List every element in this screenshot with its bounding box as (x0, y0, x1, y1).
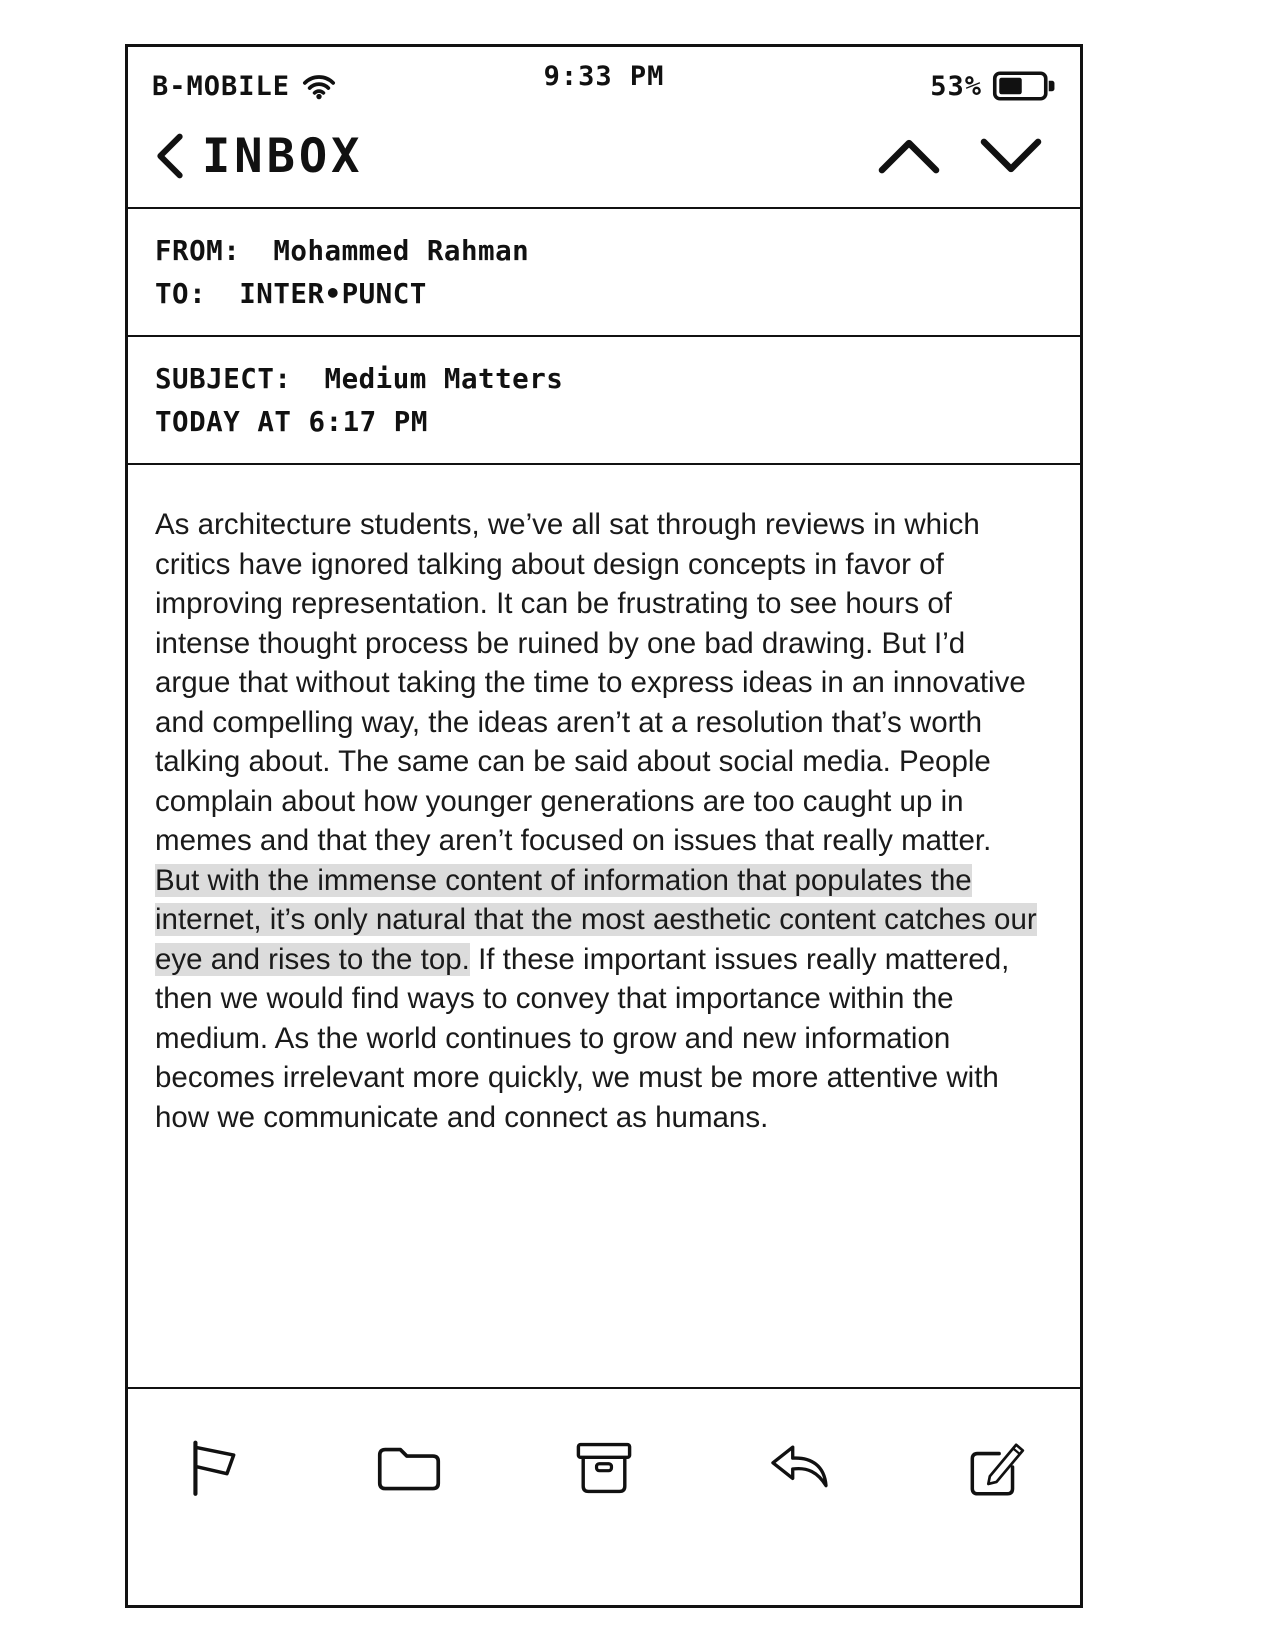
status-bar (128, 47, 1080, 111)
wifi-icon (302, 73, 336, 100)
chevron-up-icon (876, 136, 942, 176)
status-time: 9:33 PM (543, 61, 665, 92)
device-screen (125, 44, 1083, 1608)
inbox-header (128, 111, 1080, 207)
body-text-post: If these important issues really mattered, then we would find ways to convey that importance within the medium. As the world continues to grow and new information becomes irrelevant more quickly, we must be more attentive with how we communicate and connect as humans. (155, 942, 1010, 1134)
flag-button[interactable] (178, 1433, 248, 1503)
previous-message-button[interactable] (876, 136, 942, 176)
reply-button[interactable] (765, 1433, 835, 1503)
archive-icon (572, 1439, 636, 1497)
body-text-pre: As architecture students, we’ve all sat through reviews in which critics have ignored talking about design concepts in favor of improving representation. It can be frustrating to see hours of intense thought process be ruined by one bad drawing. But I’d argue that without taking the time to express ideas in an innovative and compelling way, the ideas aren’t at a resolution that’s worth talking about. The same can be said about social media. People complain about how younger generations are too caught up in memes and that they aren’t focused on issues that really matter. (155, 508, 1026, 857)
bottom-toolbar (128, 1387, 1080, 1605)
subject-label: SUBJECT: (155, 363, 292, 395)
from-value: Mohammed Rahman (273, 235, 530, 267)
folder-button[interactable] (374, 1433, 444, 1503)
battery-icon (992, 71, 1056, 101)
battery-group (930, 71, 1056, 102)
carrier-group (152, 71, 336, 102)
message-body (128, 463, 1080, 1387)
timestamp-line (155, 401, 1054, 444)
archive-button[interactable] (569, 1433, 639, 1503)
from-line (155, 230, 1054, 273)
subject-section (128, 335, 1080, 463)
next-message-button[interactable] (978, 136, 1044, 176)
reply-icon (766, 1442, 834, 1494)
subject-line (155, 358, 1054, 401)
carrier-label: B-MOBILE (152, 70, 291, 102)
body-text-highlighted: But with the immense content of information that populates the internet, it’s only natural that the most aesthetic content catches our eye and rises to the top. (155, 863, 1037, 976)
timestamp: TODAY AT 6:17 PM (155, 406, 428, 438)
to-label: TO: (155, 278, 207, 310)
back-to-inbox-button[interactable] (156, 129, 363, 184)
subject-value: Medium Matters (324, 363, 564, 395)
message-nav (876, 136, 1044, 176)
folder-icon (374, 1442, 444, 1494)
to-line (155, 273, 1054, 316)
from-to-section (128, 207, 1080, 335)
page-title: INBOX (202, 128, 364, 184)
compose-icon (962, 1436, 1028, 1500)
from-label: FROM: (155, 235, 241, 267)
chevron-down-icon (978, 136, 1044, 176)
back-chevron-icon (156, 132, 184, 180)
flag-icon (182, 1438, 244, 1498)
to-value: INTER•PUNCT (239, 278, 427, 310)
battery-percent: 53% (930, 70, 982, 102)
compose-button[interactable] (960, 1433, 1030, 1503)
